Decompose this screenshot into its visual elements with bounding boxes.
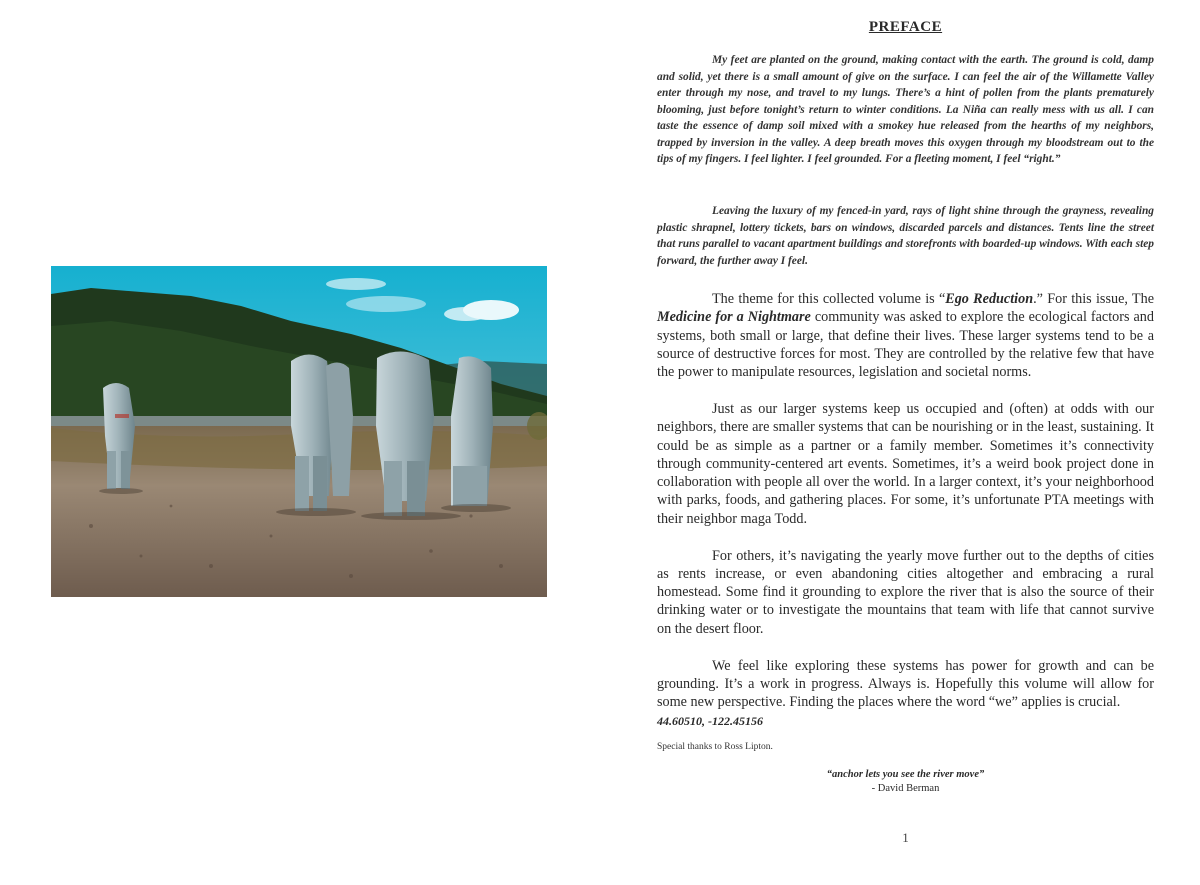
intro-text-1: My feet are planted on the ground, making contact with the earth. The ground is cold, damp and solid, yet there is a small amount of give on the surface. I can feel the air of the Willamette Valley enter through my nose, and travel to my lungs. There’s a hint of pollen from the plants prematurely blooming, just before tonight’s return to winter conditions. La Niña can really mess with us all. I can taste the essence of damp soil mixed with a smokey hue released from the hearths of my neighbors, trapped by inversion in the valley. A deep breath moves this oxygen through my bloodstream out to the tips of my fingers. I feel lighter. I feel grounded. For a fleeting moment, I feel “right.” (657, 54, 1154, 165)
p1-text-b: .” For this issue, The (1033, 291, 1154, 307)
intro-paragraph-1 (657, 52, 1154, 168)
page-title: PREFACE (868, 19, 943, 35)
acknowledgement: Special thanks to Ross Lipton. (657, 742, 773, 752)
theme-name: Ego Reduction (945, 291, 1034, 307)
p1-text-c: community was asked to explore the ecological factors and systems, both small or large, that define their lives. These larger systems tend to be a source of destructive forces for most. They are controlled by the relative few that have the power to manipulate resources, legislation and societal norms. (657, 309, 1154, 381)
publication-name: Medicine for a Nightmare (657, 309, 811, 326)
intro-paragraph-2 (657, 203, 1154, 269)
body-paragraph-2: Just as our larger systems keep us occupied and (often) at odds with our neighbors, there are smaller systems that can be nourishing or in the least, sustaining. It could be as simple as a partner or a family member. Sometimes it’s connectivity through community-centered art events. Sometimes, it’s a weird book project done in collaboration with people all over the world. In a larger context, it’s your neighborhood with parks, foods, and gathering places. For some, it’s unfortunate PTA meetings with their neighbor maga Todd. (657, 400, 1154, 527)
quote-text: “anchor lets you see the river move” (826, 769, 985, 780)
coordinates: 44.60510, -122.45156 (657, 714, 763, 728)
p1-text-a: The theme for this collected volume is “ (712, 291, 946, 307)
page-number: 1 (902, 830, 909, 845)
mannequin-photo (51, 266, 547, 597)
body-paragraph-4: We feel like exploring these systems has power for growth and can be grounding. It’s a work in progress. Always is. Hopefully this volume will allow for some new perspective. Finding the places where the word “we” applies is crucial. (657, 657, 1154, 711)
intro-text-2: Leaving the luxury of my fenced-in yard, rays of light shine through the grayness, revealing plastic shrapnel, lottery tickets, bars on windows, discarded parcels and distances. Tents line the street that runs parallel to vacant apartment buildings and storefronts with boarded-up windows. With each step forward, the further away I feel. (657, 205, 1154, 267)
quote-attribution: - David Berman (871, 783, 940, 794)
body-paragraph-3: For others, it’s navigating the yearly move further out to the depths of cities as rents increase, or even abandoning cities altogether and embracing a rural homestead. Some find it grounding to explore the river that is also the source of their drinking water or to investigate the mountains that team with life that cannot survive on the desert floor. (657, 547, 1154, 637)
epigraph-quote (657, 768, 1154, 796)
body-paragraph-1 (657, 290, 1154, 381)
preface-body (657, 290, 1154, 730)
preface-page (657, 0, 1154, 885)
